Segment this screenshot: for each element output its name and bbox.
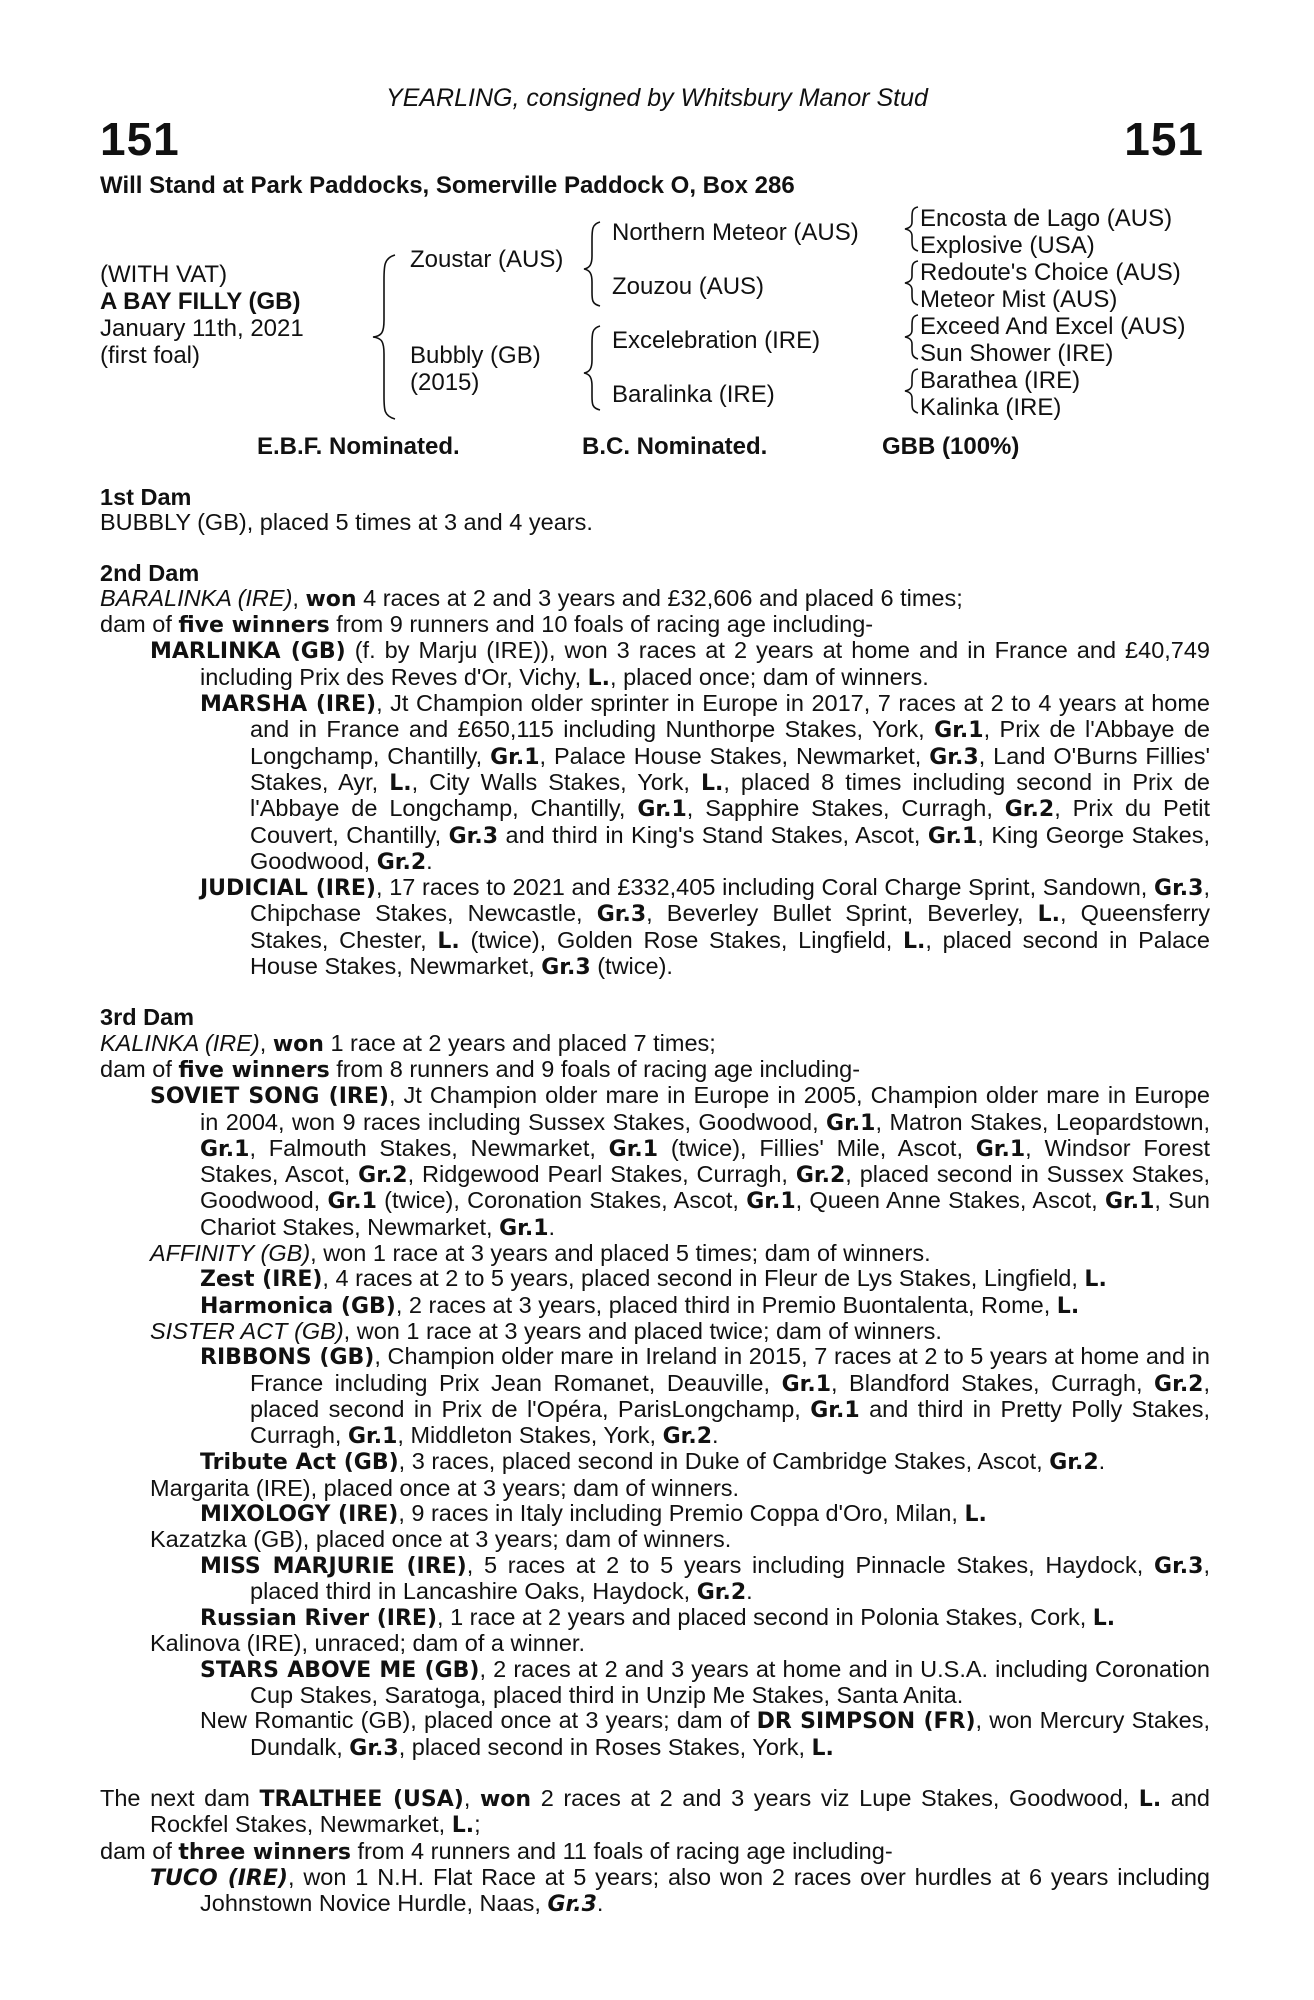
gen3-5: Exceed And Excel (AUS) (920, 313, 1186, 340)
first-dam-section (100, 485, 1210, 536)
produce-miss-marjurie: MISS MARJURIE (IRE), 5 races at 2 to 5 years including Pinnacle Stakes, Haydock, Gr.3, placed third in Lancashire Oaks, Haydock, Gr.2. (200, 1551, 1210, 1605)
produce-marlinka: MARLINKA (GB) (f. by Marju (IRE)), won 3 races at 2 years at home and in France and £40,749 including Prix des Reves d'Or, Vichy, L., placed once; dam of winners. (150, 637, 1211, 691)
dam-year: (2015) (410, 369, 480, 396)
consignor-line: YEARLING, consigned by Whitsbury Manor Stud (386, 84, 928, 112)
vat-note: (WITH VAT) (100, 261, 228, 288)
third-dam-produce: dam of five winners from 8 runners and 9 foals of racing age including- (100, 1055, 861, 1083)
second-dam-section (100, 561, 1210, 981)
produce-zest: Zest (IRE), 4 races at 2 to 5 years, placed second in Fleur de Lys Stakes, Lingfield, L. (200, 1265, 1107, 1293)
gbb-premium: GBB (100%) (882, 433, 1020, 460)
produce-kazatzka: Kazatzka (GB), placed once at 3 years; dam of winners. (150, 1526, 732, 1553)
produce-tribute-act: Tribute Act (GB), 3 races, placed second in Duke of Cambridge Stakes, Ascot, Gr.2. (200, 1448, 1106, 1476)
gen3-4: Meteor Mist (AUS) (920, 286, 1118, 313)
first-dam-text: BUBBLY (GB), placed 5 times at 3 and 4 years. (100, 509, 593, 536)
third-dam-heading: 3rd Dam (100, 1004, 195, 1031)
produce-new-romantic: New Romantic (GB), placed once at 3 years; dam of DR SIMPSON (FR), won Mercury Stakes, Dundalk, Gr.3, placed second in Roses Stakes, York, L. (200, 1707, 1211, 1761)
third-dam-section (100, 1005, 1210, 1761)
horse-name: A BAY FILLY (GB) (100, 288, 301, 315)
lot-number-left: 151 (100, 113, 180, 165)
dam-sire: Excelebration (IRE) (612, 327, 821, 354)
third-dam-record: KALINKA (IRE), won 1 race at 2 years and placed 7 times; (100, 1029, 716, 1057)
gen3-3: Redoute's Choice (AUS) (920, 259, 1181, 286)
gen3-8: Kalinka (IRE) (920, 394, 1062, 421)
foal-note: (first foal) (100, 342, 201, 369)
produce-judicial: JUDICIAL (IRE), 17 races to 2021 and £332,405 including Coral Charge Sprint, Sandown, Gr.3, Chipchase Stakes, Newcastle, Gr.3, Beverley Bullet Sprint, Beverley, L., Queensferry Stakes, Chester, L. (twice), Golden Rose Stakes, Lingfield, L., placed second in Palace House Stakes, Newmarket, Gr.3 (twice). (200, 874, 1210, 981)
ebf-nomination: E.B.F. Nominated. (257, 433, 460, 460)
produce-affinity: AFFINITY (GB), won 1 race at 3 years and placed 5 times; dam of winners. (150, 1240, 931, 1267)
first-dam-heading: 1st Dam (100, 484, 192, 510)
stand-location: Will Stand at Park Paddocks, Somerville Paddock O, Box 286 (100, 172, 795, 199)
produce-mixology: MIXOLOGY (IRE), 9 races in Italy including Premio Coppa d'Oro, Milan, L. (200, 1499, 987, 1527)
produce-harmonica: Harmonica (GB), 2 races at 3 years, placed third in Premio Buontalenta, Rome, L. (200, 1291, 1080, 1319)
produce-tuco: TUCO (IRE), won 1 N.H. Flat Race at 5 years; also won 2 races over hurdles at 6 years including Johnstown Novice Hurdle, Naas, Gr.3. (150, 1863, 1210, 1918)
second-dam-heading: 2nd Dam (100, 559, 200, 586)
next-dam-section (100, 1786, 1210, 1917)
gen3-6: Sun Shower (IRE) (920, 340, 1114, 367)
dam-name: Bubbly (GB) (410, 342, 541, 369)
sire-sire: Northern Meteor (AUS) (612, 219, 859, 246)
second-dam-produce: dam of five winners from 9 runners and 10 foals of racing age including- (100, 611, 874, 639)
dam-dam: Baralinka (IRE) (612, 381, 775, 408)
produce-russian-river: Russian River (IRE), 1 race at 2 years and placed second in Polonia Stakes, Cork, L. (200, 1604, 1116, 1632)
produce-marsha: MARSHA (IRE), Jt Champion older sprinter in Europe in 2017, 7 races at 2 to 4 years at home and in France and £650,115 including Nunthorpe Stakes, York, Gr.1, Prix de l'Abbaye de Longchamp, Chantilly, Gr.1, Palace House Stakes, Newmarket, Gr.3, Land O'Burns Fillies' Stakes, Ayr, L., City Walls Stakes, York, L., placed 8 times including second in Prix de l'Abbaye de Longchamp, Chantilly, Gr.1, Sapphire Stakes, Curragh, Gr.2, Prix du Petit Couvert, Chantilly, Gr.3 and third in King's Stand Stakes, Ascot, Gr.1, King George Stakes, Goodwood, Gr.2. (200, 690, 1211, 875)
lot-number-right: 151 (1124, 113, 1204, 165)
next-dam-record: The next dam TRALTHEE (USA), won 2 races at 2 and 3 years viz Lupe Stakes, Goodwood, L. and Rockfel Stakes, Newmarket, L.; (100, 1784, 1210, 1839)
produce-kalinova: Kalinova (IRE), unraced; dam of a winner. (150, 1630, 585, 1657)
bc-nomination: B.C. Nominated. (582, 433, 768, 460)
produce-ribbons: RIBBONS (GB), Champion older mare in Ireland in 2015, 7 races at 2 to 5 years at home and in France including Prix Jean Romanet, Deauville, Gr.1, Blandford Stakes, Curragh, Gr.2, placed second in Prix de l'Opéra, ParisLongchamp, Gr.1 and third in Pretty Polly Stakes, Curragh, Gr.1, Middleton Stakes, York, Gr.2. (200, 1343, 1211, 1450)
second-dam-record: BARALINKA (IRE), won 4 races at 2 and 3 years and £32,606 and placed 6 times; (100, 584, 963, 612)
sire-name: Zoustar (AUS) (410, 246, 564, 273)
next-dam-produce: dam of three winners from 4 runners and 11 foals of racing age including- (100, 1837, 893, 1865)
produce-margarita: Margarita (IRE), placed once at 3 years; dam of winners. (150, 1474, 740, 1501)
catalogue-body (100, 485, 1210, 1917)
produce-sister-act: SISTER ACT (GB), won 1 race at 3 years and placed twice; dam of winners. (150, 1317, 942, 1344)
produce-soviet-song: SOVIET SONG (IRE), Jt Champion older mare in Europe in 2005, Champion older mare in Europe in 2004, won 9 races including Sussex Stakes, Goodwood, Gr.1, Matron Stakes, Leopardstown, Gr.1, Falmouth Stakes, Newmarket, Gr.1 (twice), Fillies' Mile, Ascot, Gr.1, Windsor Forest Stakes, Ascot, Gr.2, Ridgewood Pearl Stakes, Curragh, Gr.2, placed second in Sussex Stakes, Goodwood, Gr.1 (twice), Coronation Stakes, Ascot, Gr.1, Queen Anne Stakes, Ascot, Gr.1, Sun Chariot Stakes, Newmarket, Gr.1. (150, 1082, 1211, 1241)
gen3-2: Explosive (USA) (920, 232, 1095, 259)
sire-dam: Zouzou (AUS) (612, 273, 765, 300)
produce-stars-above-me: STARS ABOVE ME (GB), 2 races at 2 and 3 years at home and in U.S.A. including Coronation Cup Stakes, Saratoga, placed third in Unzip Me Stakes, Santa Anita. (200, 1655, 1211, 1709)
gen3-7: Barathea (IRE) (920, 367, 1081, 394)
gen3-1: Encosta de Lago (AUS) (920, 205, 1173, 232)
foaling-date: January 11th, 2021 (100, 315, 304, 342)
